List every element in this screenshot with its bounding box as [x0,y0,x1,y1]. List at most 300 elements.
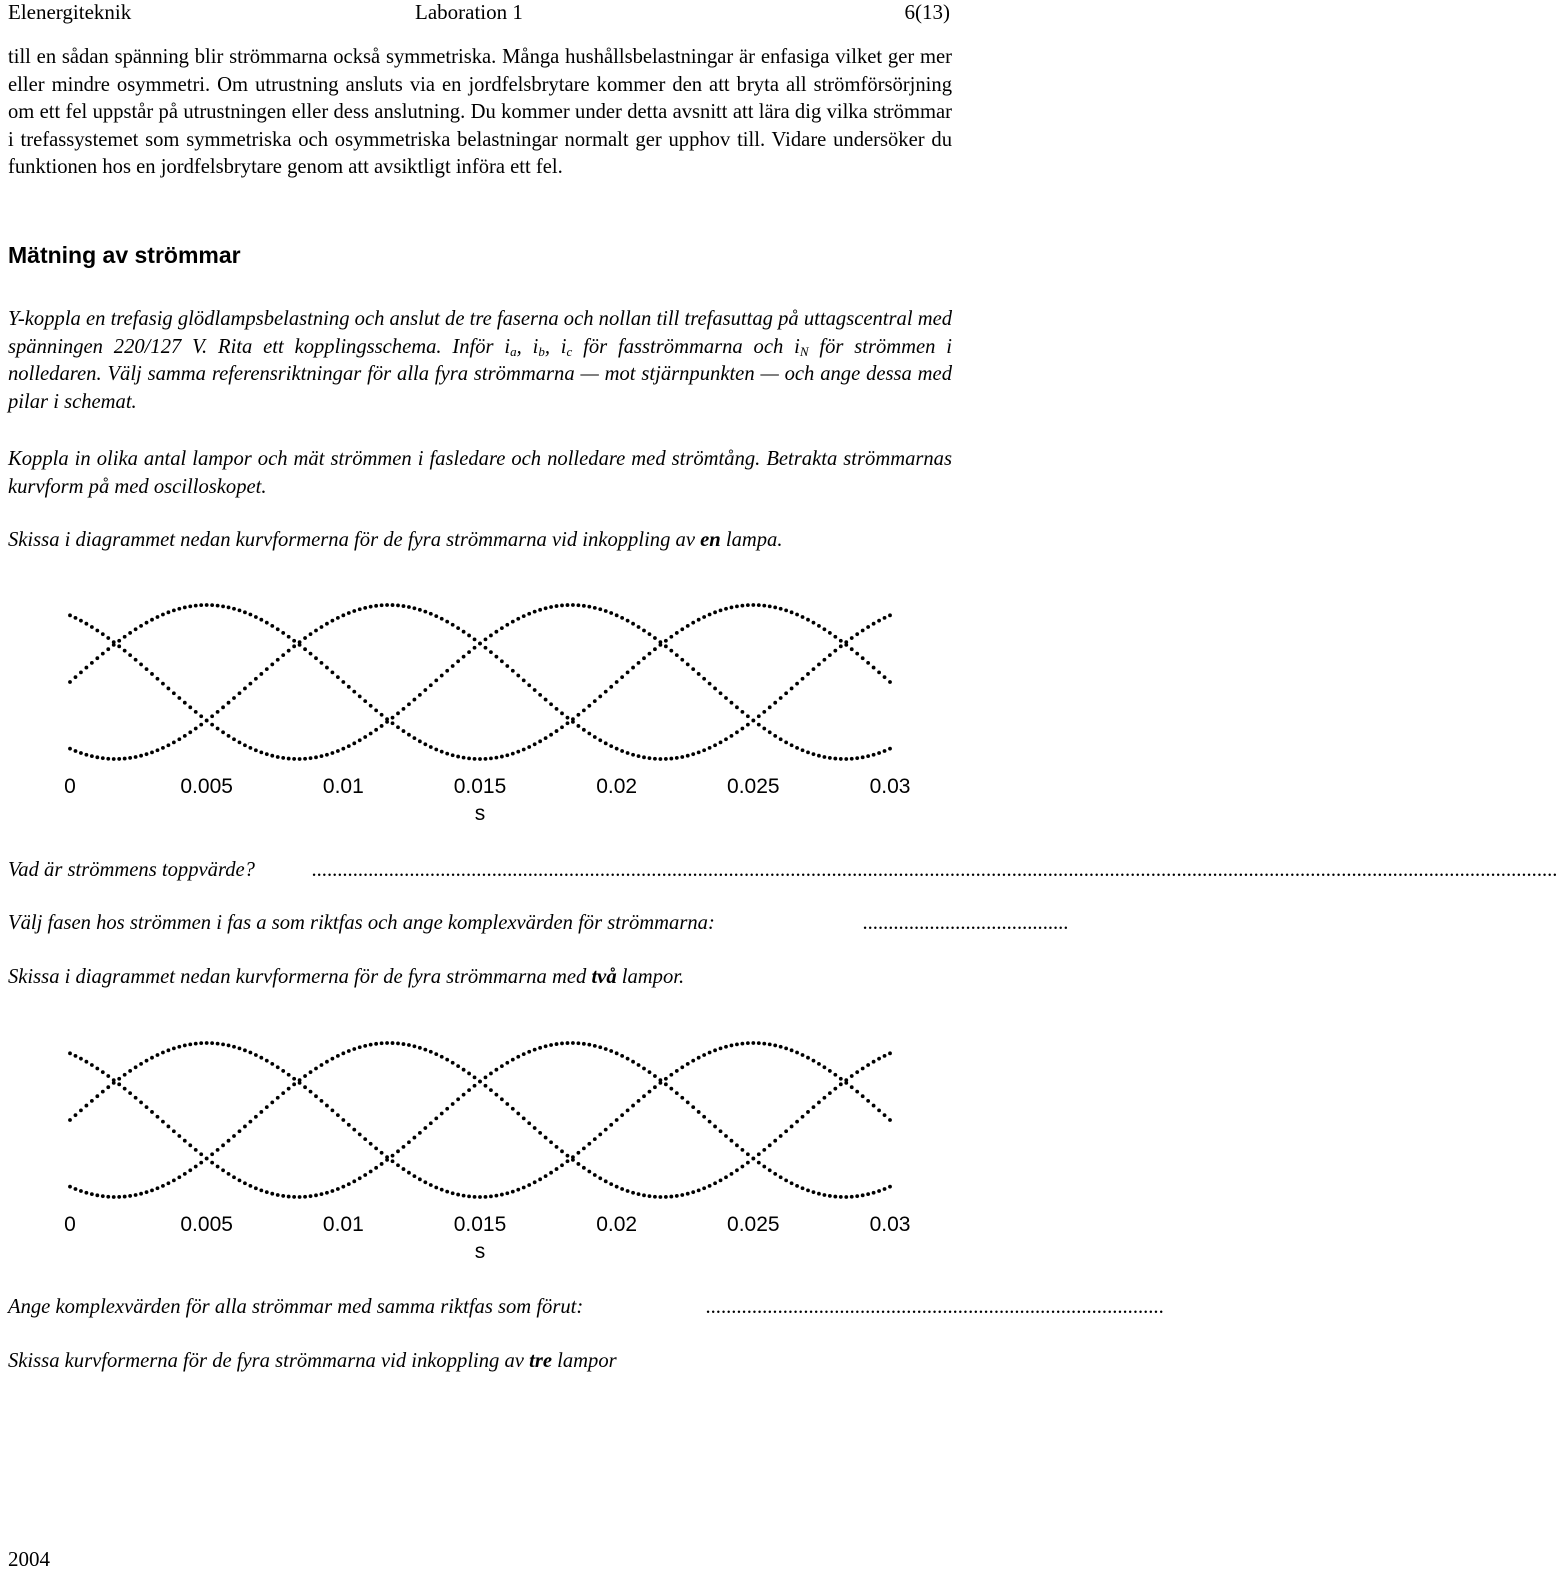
chart-1-x-tick-label: 0.015 [453,1213,507,1236]
chart-0-series-2-point [112,640,116,644]
chart-0-series-2-point [582,604,586,608]
chart-0-series-0-point [587,704,591,708]
chart-1-series-0-point [708,1051,712,1055]
chart-1-series-2-point [320,1192,324,1196]
chart-0-x-tick-label: 0.01 [322,775,364,798]
chart-0-series-1-point [341,613,345,617]
chart-1-series-2-point [730,1139,734,1143]
chart-1-series-2-point [495,1068,499,1072]
chart-1-series-0-point [850,1085,854,1089]
chart-0-series-2-point [90,625,94,629]
chart-0-series-1-point [833,649,837,653]
chart-0-series-2-point [773,734,777,738]
chart-1-series-1-point [489,1088,493,1092]
chart-1-series-0-point [434,1186,438,1190]
chart-1-series-1-point [708,1184,712,1188]
chart-0-series-2-point [697,672,701,676]
chart-1-series-2-point [555,1042,559,1046]
chart-1-series-0-point [839,1077,843,1081]
chart-1-series-2-point [844,1195,848,1199]
chart-0-series-0-point [768,604,772,608]
chart-1-series-2-point [855,1194,859,1198]
chart-0-series-2-point [106,636,110,640]
chart-0-series-2-point [139,663,143,667]
chart-0-series-0-point [577,713,581,717]
chart-0-series-1-point [686,754,690,758]
chart-0-series-2-point [172,691,176,695]
chart-0-series-2-point [232,737,236,741]
chart-0-series-2-point [653,636,657,640]
chart-0-series-0-point [653,647,657,651]
chart-1-series-2-point [325,1191,329,1195]
chart-0-series-1-point [194,727,198,731]
chart-0-series-0-point [134,627,138,631]
chart-1-series-2-point [270,1192,274,1196]
chart-0-series-0-point [708,613,712,617]
chart-1-series-1-point [167,1181,171,1185]
chart-1-series-0-point [188,1042,192,1046]
chart-0-series-1-point [254,677,258,681]
chart-1-series-2-point [527,1050,531,1054]
chart-1-series-1-point [396,1042,400,1046]
chart-1-series-0-point [292,1077,296,1081]
chart-1-series-2-point [686,1101,690,1105]
chart-0-series-0-point [883,675,887,679]
chart-1-series-0-point [90,1099,94,1103]
chart-1-series-1-point [872,1060,876,1064]
chart-1-series-2-point [604,1047,608,1051]
chart-1-series-0-point [648,1090,652,1094]
footer-year: 2004 [8,1547,50,1571]
chart-0-series-0-point [839,639,843,643]
chart-0-series-1-point [292,644,296,648]
chart-1-series-1-point [270,1101,274,1105]
chart-1-series-2-point [101,1070,105,1074]
chart-0-series-2-point [686,663,690,667]
chart-1-series-1-point [363,1044,367,1048]
chart-1-series-1-point [571,1158,575,1162]
chart-1-series-1-point [341,1051,345,1055]
chart-1-series-1-point [112,1195,116,1199]
chart-0-series-0-point [626,670,630,674]
chart-1-series-2-point [314,1193,318,1197]
chart-0-series-1-point [817,663,821,667]
chart-1-series-0-point [724,1045,728,1049]
p4-bold: två [591,966,617,988]
chart-1-series-1-point [134,1193,138,1197]
chart-1-series-1-point [462,1068,466,1072]
chart-0-series-0-point [325,666,329,670]
chart-0-series-0-point [675,631,679,635]
chart-0-series-0-point [188,604,192,608]
chart-0-series-2-point [150,672,154,676]
chart-1-series-0-point [172,1047,176,1051]
chart-0-series-0-point [128,631,132,635]
question-peak-value: Vad är strömmens toppvärde? [8,859,255,881]
chart-0-series-2-point [664,644,668,648]
chart-0-series-2-point [779,737,783,741]
chart-1-series-2-point [418,1131,422,1135]
question-complex-values: Välj fasen hos strömmen i fas a som riktfas och ange komplexvärden för strömmarna: [8,912,715,934]
chart-0-series-1-point [79,751,83,755]
chart-1-series-0-point [484,1195,488,1199]
p4-text-a: Skissa i diagrammet nedan kurvformerna för de fyra strömmarna med [8,966,592,988]
chart-0-series-2-point [631,622,635,626]
chart-1-series-0-point [866,1099,870,1103]
chart-1-series-2-point [385,1158,389,1162]
chart-0-series-1-point [259,672,263,676]
chart-1-series-0-point [287,1073,291,1077]
chart-0-series-1-point [265,667,269,671]
chart-0-series-0-point [396,725,400,729]
chart-1-series-2-point [741,1148,745,1152]
chart-1-series-1-point [423,1048,427,1052]
chart-0-series-1-point [347,611,351,615]
chart-1-series-2-point [522,1052,526,1056]
chart-1-series-1-point [391,1041,395,1045]
chart-0-series-2-point [691,667,695,671]
chart-0-series-2-point [369,732,373,736]
chart-1-series-0-point [462,1194,466,1198]
chart-0-series-0-point [462,756,466,760]
chart-0-series-1-point [812,667,816,671]
chart-1-x-tick-label: 0.02 [596,1213,638,1236]
chart-1-series-0-point [817,1062,821,1066]
chart-1-series-1-point [402,1042,406,1046]
chart-0-series-0-point [402,729,406,733]
chart-0-series-2-point [850,757,854,761]
chart-1-series-1-point [582,1166,586,1170]
chart-0-series-1-point [445,620,449,624]
chart-0-x-axis-label: s [474,802,486,825]
chart-1-series-1-point [265,1105,269,1109]
chart-1-series-0-point [626,1108,630,1112]
chart-0-series-0-point [538,739,542,743]
chart-0-series-1-point [429,612,433,616]
chart-0-series-2-point [320,754,324,758]
chart-1-series-1-point [779,1134,783,1138]
chart-1-series-2-point [423,1126,427,1130]
chart-1-series-0-point [101,1090,105,1094]
chart-1-series-0-point [751,1041,755,1045]
chart-0-series-0-point [265,621,269,625]
chart-1-series-2-point [183,1139,187,1143]
chart-0-series-0-point [473,757,477,761]
chart-0-series-2-point [609,611,613,615]
chart-0-series-0-point [631,666,635,670]
chart-0-series-2-point [839,757,843,761]
chart-1-series-0-point [538,1177,542,1181]
chart-1-series-2-point [68,1051,72,1055]
chart-0-series-1-point [216,710,220,714]
chart-0-series-0-point [243,610,247,614]
chart-1-series-1-point [145,1190,149,1194]
chart-1-series-1-point [680,1193,684,1197]
chart-0-series-0-point [806,618,810,622]
chart-1-series-1-point [817,1101,821,1105]
chart-1-series-1-point [358,1045,362,1049]
chart-0-series-2-point [68,613,72,617]
chart-0-series-0-point [544,736,548,740]
chart-1-series-2-point [227,1172,231,1176]
chart-0-series-1-point [462,630,466,634]
chart-0-series-1-point [298,640,302,644]
chart-1-series-1-point [839,1082,843,1086]
chart-0-series-0-point [637,661,641,665]
chart-0-series-2-point [456,659,460,663]
chart-0-series-1-point [281,653,285,657]
chart-0-series-2-point [757,723,761,727]
chart-0-series-0-point [413,736,417,740]
chart-1-series-1-point [320,1063,324,1067]
chart-0-series-0-point [303,647,307,651]
chart-0-series-1-point [243,687,247,691]
chart-1-series-2-point [413,1136,417,1140]
chart-0-series-0-point [90,661,94,665]
chart-1-series-2-point [609,1049,613,1053]
chart-0-series-0-point [609,685,613,689]
chart-1-series-1 [68,1041,892,1199]
chart-0-series-2-point [467,650,471,654]
chart-1-series-2-point [150,1110,154,1114]
chart-1-series-1-point [560,1149,564,1153]
chart-1-series-2-point [544,1044,548,1048]
chart-1-series-2-point [516,1055,520,1059]
chart-0-series-1-point [855,632,859,636]
chart-1-series-0-point [95,1094,99,1098]
chart-1-series-2-point [128,1091,132,1095]
chart-0-series-1-point [172,740,176,744]
chart-1-series-0-point [522,1186,526,1190]
chart-0-series-1-point [724,737,728,741]
chart-1-series-2-point [484,1075,488,1079]
chart-0-series-0-point [183,606,187,610]
chart-1-series-0-point [150,1056,154,1060]
chart-1-series-0-point [320,1099,324,1103]
chart-0-series-1-point [123,757,127,761]
chart-0-series-2-point [216,727,220,731]
chart-1-series-0-point [631,1104,635,1108]
chart-1-series-2-point [828,1194,832,1198]
chart-0-series-0-point [314,656,318,660]
chart-1-series-2-point [238,1178,242,1182]
chart-1-series-1-point [227,1139,231,1143]
chart-1-series-2-point [817,1192,821,1196]
chart-0-series-1-point [117,757,121,761]
chart-1-series-2-point [833,1195,837,1199]
chart-one-lamp-plot [70,597,890,767]
chart-1-series-0-point [544,1174,548,1178]
p1-sub-c: c [566,343,573,359]
chart-0-series-1-point [511,669,515,673]
chart-0-series-1-point [790,687,794,691]
chart-0-series-1-point [642,755,646,759]
chart-1-series-2-point [757,1161,761,1165]
chart-1-series-1-point [385,1041,389,1045]
chart-0-series-1-point [188,730,192,734]
chart-0-series-1-point [287,649,291,653]
chart-0-series-2-point [423,688,427,692]
chart-1-series-2-point [429,1121,433,1125]
chart-1-series-1-point [418,1046,422,1050]
chart-1-series-1-point [511,1107,515,1111]
chart-0-series-1-point [128,756,132,760]
chart-0-series-0-point [117,639,121,643]
chart-1-series-1-point [440,1055,444,1059]
chart-1-series-2-point [369,1170,373,1174]
chart-0-series-0-point [199,603,203,607]
chart-0-series-2-point [134,658,138,662]
chart-1-series-2-point [90,1063,94,1067]
chart-0-series-0-point [79,670,83,674]
chart-1-series-0-point [145,1059,149,1063]
chart-1-series-1-point [413,1044,417,1048]
chart-1-series-1-point [287,1087,291,1091]
chart-1-series-0-point [451,1191,455,1195]
chart-0-series-1-point [145,752,149,756]
chart-0-series-1-point [883,616,887,620]
chart-0-series-0-point [620,675,624,679]
chart-1-series-1-point [653,1195,657,1199]
chart-0-series-2-point [866,754,870,758]
chart-0-series-1-point [544,698,548,702]
chart-1-series-1-point [276,1096,280,1100]
chart-1-x-tick-label: 0.03 [869,1213,911,1236]
chart-0-series-1-point [762,710,766,714]
chart-0-series-2-point [675,653,679,657]
chart-1-series-0-point [440,1188,444,1192]
p5-text-b: lampor [551,1350,617,1372]
answer-line-complex-values[interactable]: ........................................ [863,912,1069,934]
chart-0-series-0-point [735,604,739,608]
chart-0-series-1-point [680,755,684,759]
chart-1-series-0-point [478,1195,482,1199]
chart-1-series-0-point [259,1056,263,1060]
chart-1-series-0-point [762,1042,766,1046]
chart-1-series-1-point [757,1152,761,1156]
chart-0-series-0-point [467,756,471,760]
chart-0-series-1-point [757,714,761,718]
chart-1-series-2-point [719,1129,723,1133]
chart-0-x-tick-label: 0.025 [727,775,780,798]
chart-0-series-0-point [194,604,198,608]
chart-0-series-0-point [167,610,171,614]
chart-1-series-0-point [407,1171,411,1175]
chart-0-series-1-point [210,714,214,718]
chart-0-series-1-point [161,746,165,750]
chart-0-series-0-point [593,699,597,703]
p1-text-e: för strömmen i nolledaren. Välj samma referensriktningar för alla fyra strömmarna — mot stjärnpunkten — och ange dessa med pilar i schemat. [8,335,952,413]
chart-1-series-1-point [741,1165,745,1169]
chart-0-series-1-point [571,720,575,724]
chart-0-series-2-point [145,667,149,671]
chart-0-series-0-point [358,695,362,699]
chart-0-series-2-point [188,705,192,709]
chart-0-series-2-point [844,757,848,761]
chart-1-series-0-point [604,1128,608,1132]
chart-1-series-2-point [866,1192,870,1196]
chart-0-series-1-point [413,606,417,610]
chart-1-series-0-point [249,1051,253,1055]
chart-1-series-0-point [702,1053,706,1057]
p1-sub-b: b [538,343,545,359]
answer-line-peak-value[interactable]: .................................................................................................................................................................................................................................................. [312,859,1558,881]
chart-0-series-0-point [702,615,706,619]
chart-1-series-1-point [123,1195,127,1199]
chart-0-series-0-point [888,680,892,684]
chart-0-series-0-point [691,621,695,625]
chart-1-series-0-point [134,1065,138,1069]
chart-0-series-0-point [850,647,854,651]
chart-1-series-1-point [281,1091,285,1095]
chart-1-series-1-point [194,1165,198,1169]
chart-0-series-1-point [582,728,586,732]
chart-1-series-0-point [232,1045,236,1049]
chart-1-series-2-point [363,1173,367,1177]
chart-1-series-2-point [872,1191,876,1195]
chart-0-series-0-point [495,756,499,760]
chart-1-series-2-point [708,1120,712,1124]
chart-0-series-2-point [544,606,548,610]
chart-0-series-2-point [768,730,772,734]
chart-0-series-1-point [418,608,422,612]
chart-0-series-1-point [402,604,406,608]
chart-1-series-1-point [664,1195,668,1199]
chart-1-series-2-point [560,1042,564,1046]
chart-0-series-2-point [363,735,367,739]
chart-1-series-2-point [243,1181,247,1185]
chart-1-series-2-point [117,1082,121,1086]
chart-0-series-1-point [823,658,827,662]
chart-1-series-0-point [303,1085,307,1089]
chart-1-series-0-point [221,1042,225,1046]
chart-1-series-1-point [615,1185,619,1189]
chart-1-series-2-point [358,1176,362,1180]
chart-1-series-2-point [172,1129,176,1133]
chart-1-series-2-point [779,1175,783,1179]
chart-0-series-2-point [298,757,302,761]
chart-1-series-0-point [117,1077,121,1081]
chart-0-series-0-point [320,661,324,665]
p1-sub-a: a [510,343,517,359]
chart-1-series-0-point [675,1069,679,1073]
header-center: Laboration 1 [415,0,523,24]
chart-1-series-1-point [456,1064,460,1068]
chart-1-series-0-point [719,1047,723,1051]
chart-0-series-1-point [156,748,160,752]
chart-1-series-0-point [757,1041,761,1045]
chart-0-series-1-point [331,619,335,623]
chart-0-series-2-point [516,617,520,621]
chart-0-series-1-point [730,734,734,738]
answer-line-complex-values-same-phase[interactable]: ......................................................................................... [706,1296,1165,1318]
chart-1-series-0-point [369,1142,373,1146]
chart-0-series-1-point [495,655,499,659]
chart-0-series-2-point [669,649,673,653]
chart-0-series-0-point [205,603,209,607]
chart-1-series-2-point [74,1054,78,1058]
chart-1-series-0-point [637,1099,641,1103]
chart-1-series-1-point [210,1152,214,1156]
chart-1-series-1-point [74,1187,78,1191]
chart-0-series-1-point [90,754,94,758]
chart-1-series-1-point [243,1125,247,1129]
chart-1-series-1-point [593,1173,597,1177]
chart-0-series-1-point [309,632,313,636]
chart-0-series-0-point [145,621,149,625]
chart-0-series-0-point [664,639,668,643]
chart-0-series-0-point [139,624,143,628]
